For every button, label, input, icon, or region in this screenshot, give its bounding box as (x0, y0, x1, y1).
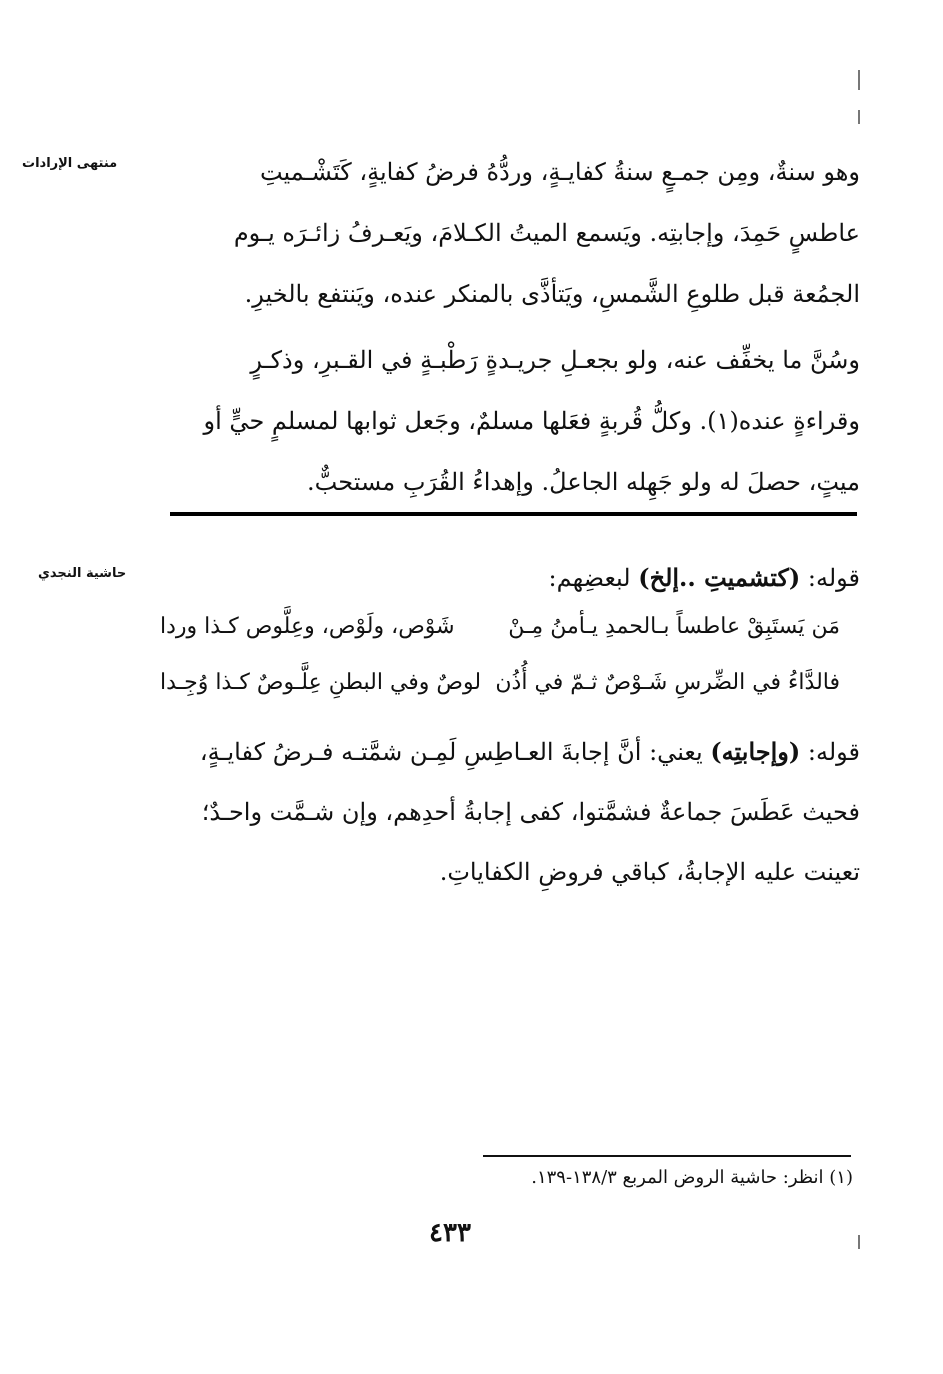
main-text-line: وقراءةٍ عنده(١). وكلُّ قُربةٍ فعَلها مسلمٌ، وجَعل ثوابها لمسلمٍ حيٍّ أو (203, 407, 860, 435)
main-text-line: ميتٍ، حصلَ له ولو جَهِله الجاعلُ. وإهداءُ القُرَبِ مستحبٌّ. (307, 468, 860, 496)
main-text-line: عاطسٍ حَمِدَ، وإجابتِه. ويَسمع الميتُ الكـلامَ، ويَعـرفُ زائـرَه يـوم (233, 219, 860, 247)
commentary-line (150, 722, 860, 782)
section-divider (170, 512, 857, 516)
main-text-line: الجمُعة قبل طلوعِ الشَّمسِ، ويَتأذَّى بالمنكر عنده، ويَنتفع بالخيرِ. (244, 280, 860, 308)
verse-block (160, 598, 840, 710)
verse-hemistich-second: شَوْص، ولَوْص، وعِلَّوص كـذا وردا (160, 613, 455, 639)
commentary-intro-prefix: قوله: (800, 564, 860, 592)
side-label-muntaha: منتهى الإرادات (22, 156, 118, 171)
verse-row (160, 598, 840, 654)
commentary-line: فحيث عَطَسَ جماعةٌ فشمَّتوا، كفى إجابةُ أحدِهم، وإن شـمَّت واحـدٌ؛ (201, 798, 860, 826)
verse-hemistich-second: لوصٌ وفي البطنِ عِلَّـوصٌ كـذا وُجِـدا (160, 669, 482, 695)
verse-hemistich-first: فالدَّاءُ في الضِّرسِ شَـوْصٌ ثـمّ في أُذُن (495, 669, 840, 695)
footnote-divider (483, 1155, 851, 1157)
commentary-para-lemma: (وإجابتِه) (710, 737, 801, 766)
side-label-hashiya: حاشية النجدي (38, 566, 127, 581)
main-text-paragraph-1 (150, 142, 860, 325)
main-text-paragraph-2 (150, 330, 860, 513)
scan-margin-mark (858, 70, 860, 90)
footnote: (١) انظر: حاشية الروض المربع ١٣٨/٣-١٣٩. (531, 1167, 853, 1188)
commentary-para-line-1: يعني: أنَّ إجابةَ العـاطِسِ لَمِـن شمَّتـه فـرضُ كفايـةٍ، (199, 738, 711, 766)
main-text-line: وهو سنةٌ، ومِن جمـعٍ سنةُ كفايـةٍ، وردُّهُ فرضُ كفايةٍ، كَتَشْـميتِ (259, 158, 860, 186)
scan-margin-mark (858, 1235, 860, 1249)
commentary-intro-suffix: لبعضِهم: (548, 564, 639, 592)
scan-margin-mark (858, 110, 860, 124)
verse-hemistich-first: مَن يَستَبِقْ عاطساً بـالحمدِ يـأمنُ مِـنْ (508, 613, 840, 639)
verse-row (160, 654, 840, 710)
commentary-line: تعينت عليه الإجابةُ، كباقي فروضِ الكفاياتِ. (439, 858, 860, 886)
commentary-intro-lemma: (كتشميتِ ..إلخ) (638, 563, 801, 592)
commentary-paragraph (150, 722, 860, 902)
main-text-line: وسُنَّ ما يخفِّف عنه، ولو بجعـلِ جريـدةٍ رَطْبـةٍ في القـبرِ، وذكـرٍ (250, 346, 860, 374)
page-number: ٤٣٣ (429, 1218, 471, 1248)
commentary-para-prefix: قوله: (800, 738, 860, 766)
